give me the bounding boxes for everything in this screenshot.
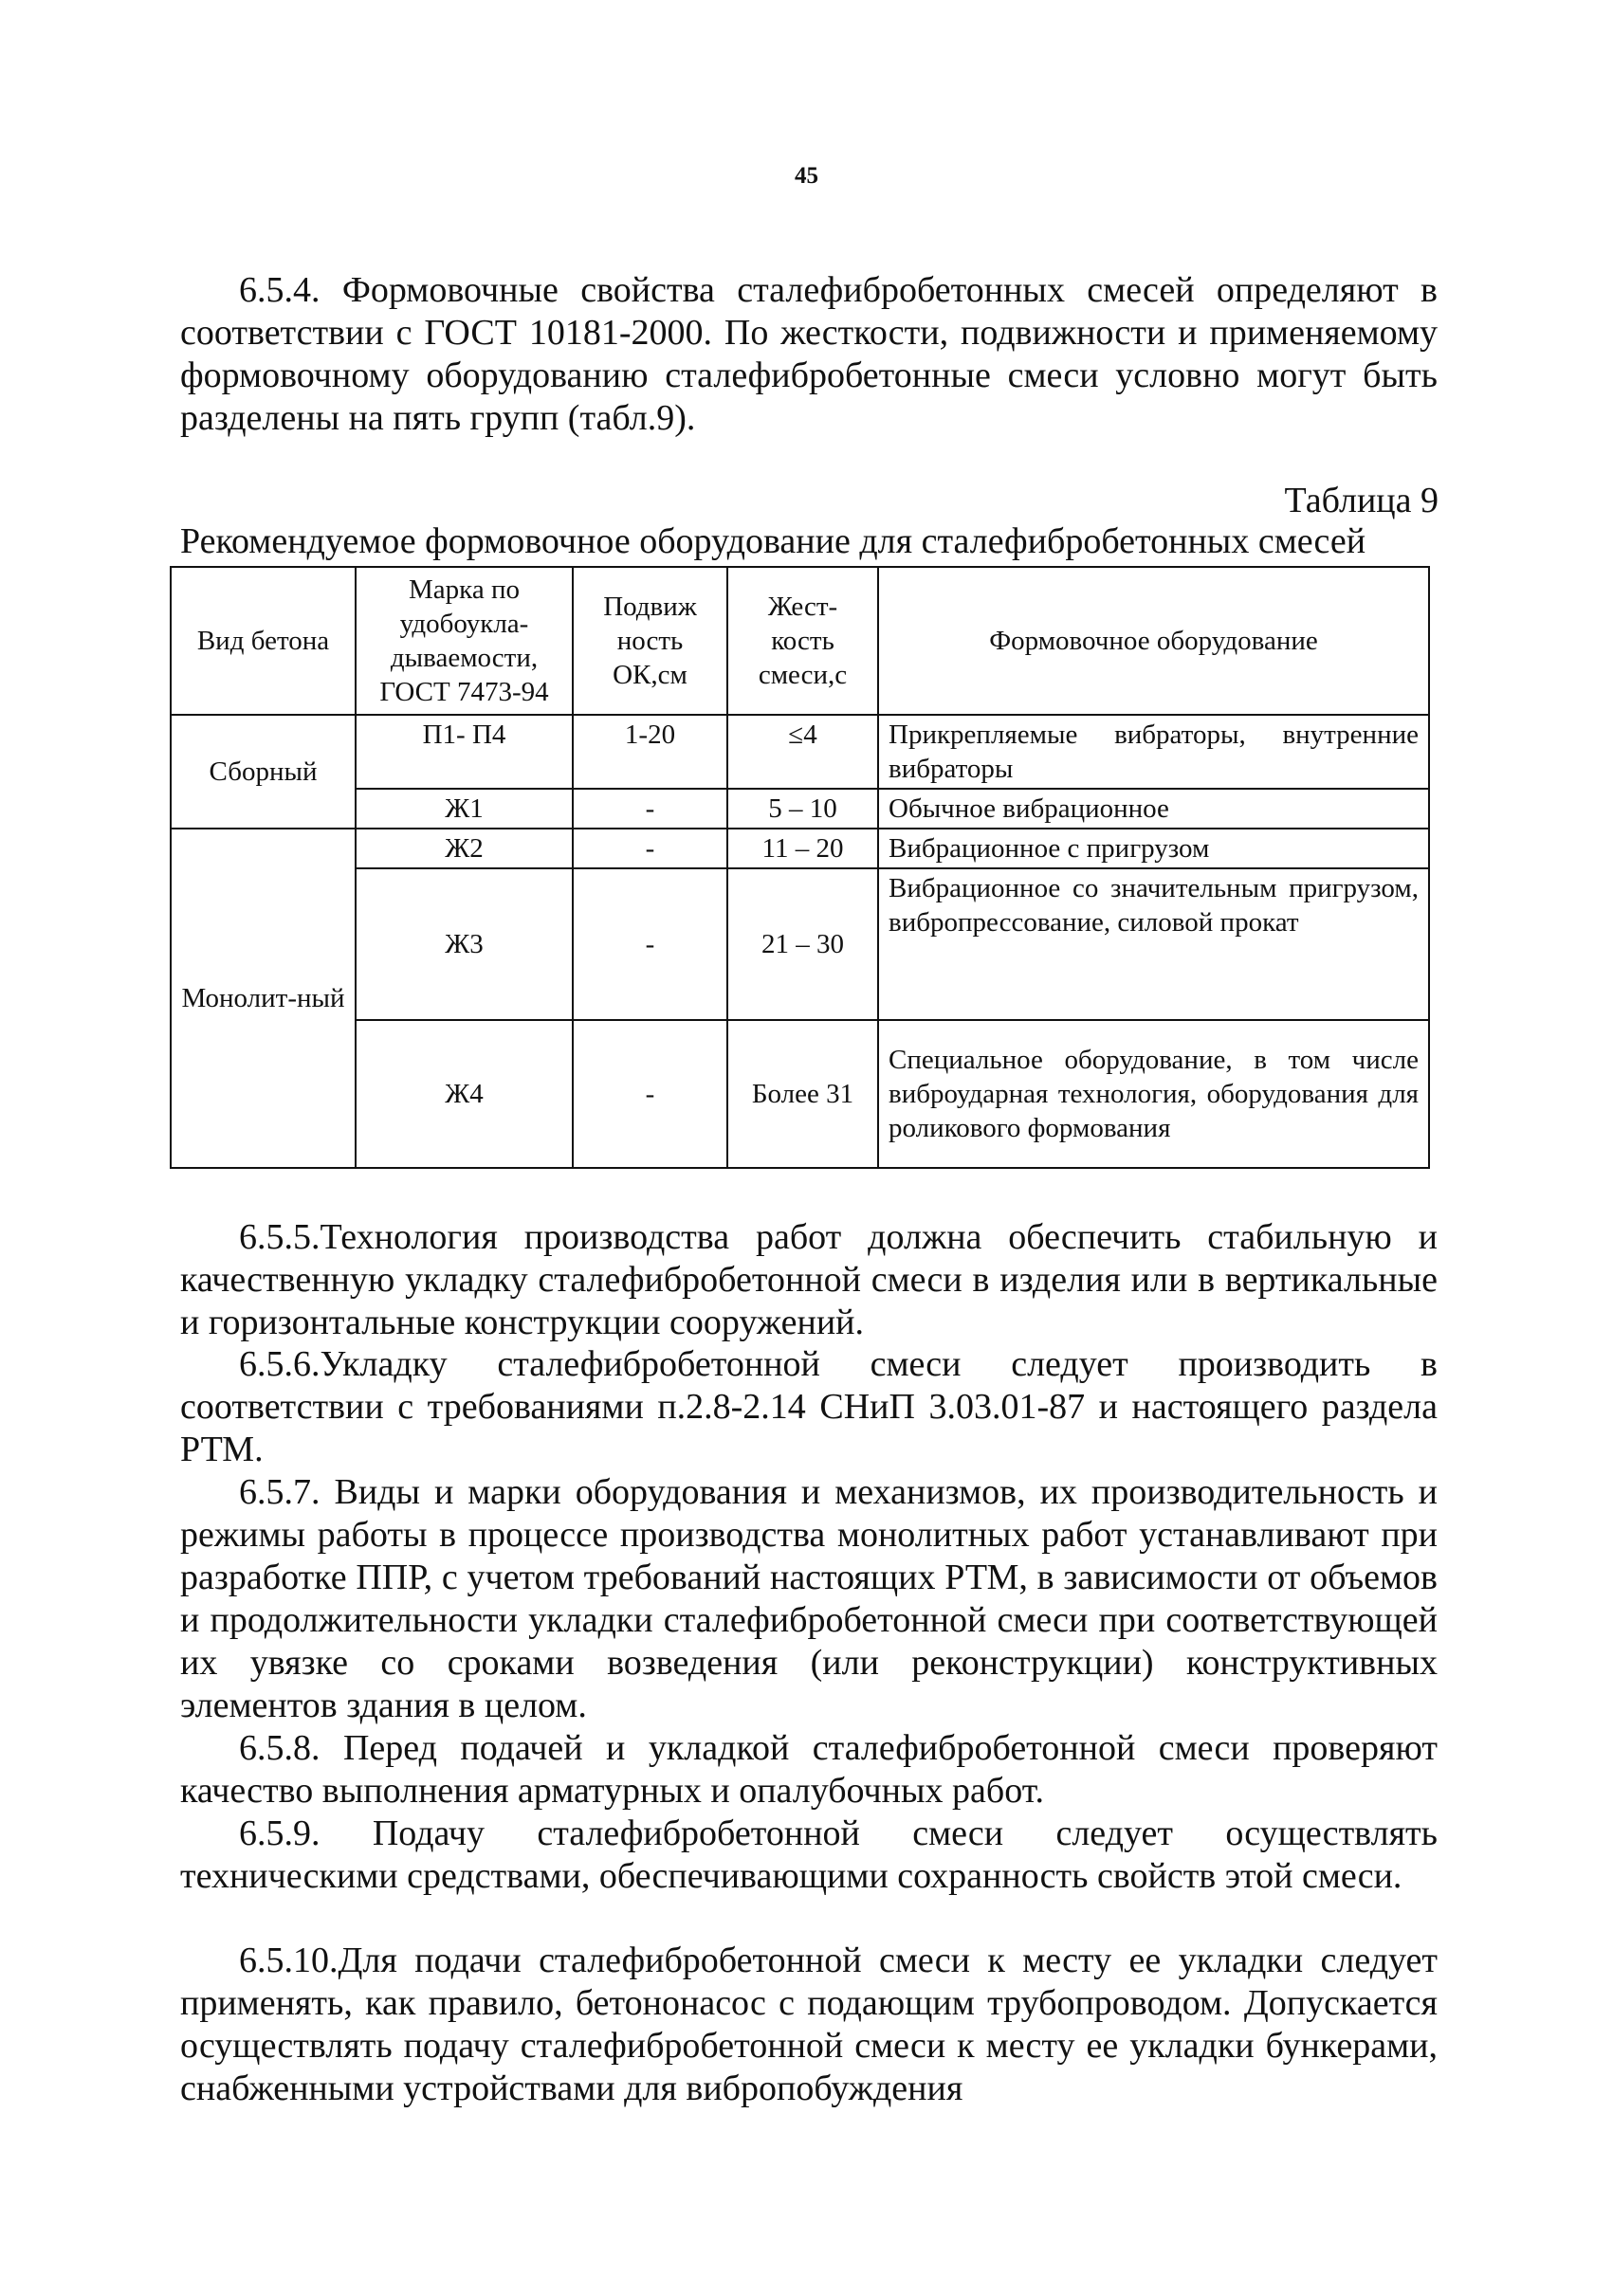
- grade-cell: Ж1: [356, 789, 573, 829]
- table-row: [171, 1020, 1429, 1168]
- paragraph-6-5-4: 6.5.4. Формовочные свойства сталефибробетонных смесей определяют в соответствии с ГОСТ 10181-2000. По жесткости, подвижности и применяемому формовочному оборудованию сталефибробетонные смеси условно могут быть разделены на пять групп (табл.9).: [180, 270, 1438, 438]
- table-row: [171, 868, 1429, 1020]
- table-title: Рекомендуемое формовочное оборудование для сталефибробетонных смесей: [180, 521, 1366, 561]
- paragraph-6-5-8: 6.5.8. Перед подачей и укладкой сталефибробетонной смеси проверяют качество выполнения арматурных и опалубочных работ.: [180, 1728, 1438, 1811]
- paragraph-6-5-7: 6.5.7. Виды и марки оборудования и механизмов, их производительность и режимы работы в процессе производства монолитных работ устанавливают при разработке ППР, с учетом требований настоящих РТМ, в зависимости от объемов и продолжительности укладки сталефибробетонной смеси при соответствующей их увязке со сроками возведения (или реконструкции) конструктивных элементов здания в целом.: [180, 1472, 1438, 1725]
- grade-cell: П1- П4: [356, 715, 573, 789]
- equipment-table: [170, 566, 1430, 1169]
- mobility-cell: -: [573, 829, 727, 868]
- concrete-type-cell: Монолит-ный: [171, 829, 356, 1168]
- concrete-type-cell: Сборный: [171, 715, 356, 829]
- header-workability-grade: Марка по удобоукла-дываемости, ГОСТ 7473-94: [356, 567, 573, 715]
- header-mobility: Подвиж ность ОК,см: [573, 567, 727, 715]
- stiffness-cell: 5 – 10: [727, 789, 878, 829]
- mobility-cell: -: [573, 868, 727, 1020]
- paragraph-6-5-10: 6.5.10.Для подачи сталефибробетонной смеси к месту ее укладки следует применять, как правило, бетононасос с подающим трубопроводом. Допускается осуществлять подачу сталефибробетонной смеси к месту ее укладки бункерами, снабженными устройствами для вибропобуждения: [180, 1941, 1438, 2108]
- header-concrete-type: Вид бетона: [171, 567, 356, 715]
- paragraph-6-5-6: 6.5.6.Укладку сталефибробетонной смеси следует производить в соответствии с требованиями п.2.8-2.14 СНиП 3.03.01-87 и настоящего раздела РТМ.: [180, 1344, 1438, 1469]
- mobility-cell: -: [573, 789, 727, 829]
- stiffness-cell: 11 – 20: [727, 829, 878, 868]
- grade-cell: Ж2: [356, 829, 573, 868]
- table-row: [171, 829, 1429, 868]
- header-equipment: Формовочное оборудование: [878, 567, 1429, 715]
- table-label: Таблица 9: [1284, 481, 1439, 520]
- table-header-row: [171, 567, 1429, 715]
- header-stiffness: Жест-кость смеси,с: [727, 567, 878, 715]
- paragraph-6-5-9: 6.5.9. Подачу сталефибробетонной смеси следует осуществлять техническими средствами, обеспечивающими сохранность свойств этой смеси.: [180, 1813, 1438, 1896]
- grade-cell: Ж3: [356, 868, 573, 1020]
- mobility-cell: 1-20: [573, 715, 727, 789]
- grade-cell: Ж4: [356, 1020, 573, 1168]
- equipment-cell: Обычное вибрационное: [878, 789, 1429, 829]
- equipment-cell: Вибрационное с пригрузом: [878, 829, 1429, 868]
- page-number: 45: [795, 163, 818, 189]
- paragraph-6-5-5: 6.5.5.Технология производства работ должна обеспечить стабильную и качественную укладку сталефибробетонной смеси в изделия или в вертикальные и горизонтальные конструкции сооружений.: [180, 1217, 1438, 1342]
- stiffness-cell: ≤4: [727, 715, 878, 789]
- mobility-cell: -: [573, 1020, 727, 1168]
- table-row: [171, 715, 1429, 789]
- equipment-cell: Вибрационное со значительным пригрузом, вибропрессование, силовой прокат: [878, 868, 1429, 1020]
- equipment-cell: Прикрепляемые вибраторы, внутренние вибраторы: [878, 715, 1429, 789]
- table-row: [171, 789, 1429, 829]
- equipment-cell: Специальное оборудование, в том числе виброударная технология, оборудования для роликового формования: [878, 1020, 1429, 1168]
- stiffness-cell: Более 31: [727, 1020, 878, 1168]
- stiffness-cell: 21 – 30: [727, 868, 878, 1020]
